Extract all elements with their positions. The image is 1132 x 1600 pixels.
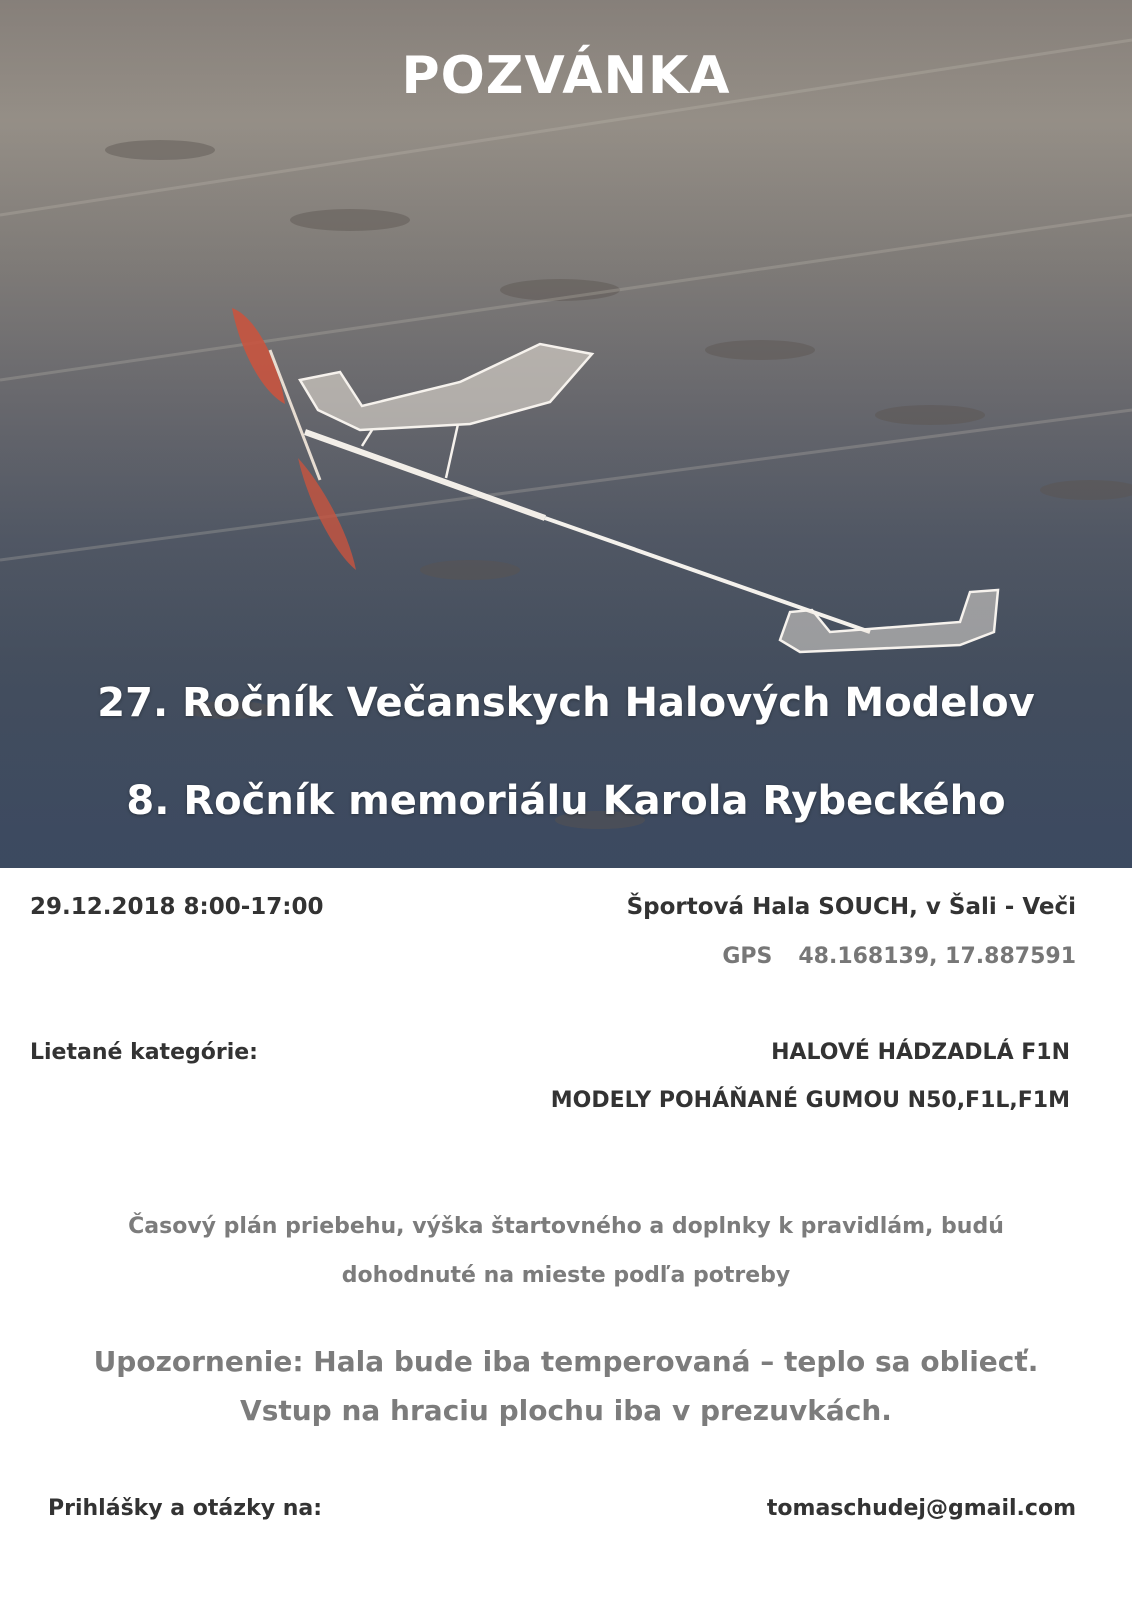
categories-label: Lietané kategórie: (30, 1040, 258, 1065)
event-venue: Športová Hala SOUCH, v Šali - Veči (626, 894, 1076, 920)
plan-note-line-1: Časový plán priebehu, výška štartovného a doplnky k pravidlám, budú (128, 1214, 1004, 1239)
event-title-line-2: 8. Ročník memoriálu Karola Rybeckého (126, 778, 1006, 824)
category-item-2: MODELY POHÁŇANÉ GUMOU N50,F1L,F1M (550, 1088, 1070, 1113)
contact-label: Prihlášky a otázky na: (48, 1496, 323, 1521)
event-gps (722, 944, 1076, 969)
event-date-time: 29.12.2018 8:00-17:00 (30, 894, 324, 920)
event-title-line-1: 27. Ročník Večanskych Halových Modelov (97, 680, 1035, 726)
gps-coordinates: 48.168139, 17.887591 (798, 944, 1076, 969)
page-title: POZVÁNKA (401, 46, 731, 106)
gps-label: GPS (722, 944, 773, 969)
warning-line-2: Vstup na hraciu plochu iba v prezuvkách. (240, 1394, 892, 1427)
plan-note-line-2: dohodnuté na mieste podľa potreby (341, 1263, 791, 1288)
category-item-1: HALOVÉ HÁDZADLÁ F1N (771, 1040, 1070, 1065)
warning-line-1: Upozornenie: Hala bude iba temperovaná – teplo sa obliecť. (93, 1345, 1039, 1378)
contact-email-link[interactable]: tomaschudej@gmail.com (766, 1496, 1076, 1521)
